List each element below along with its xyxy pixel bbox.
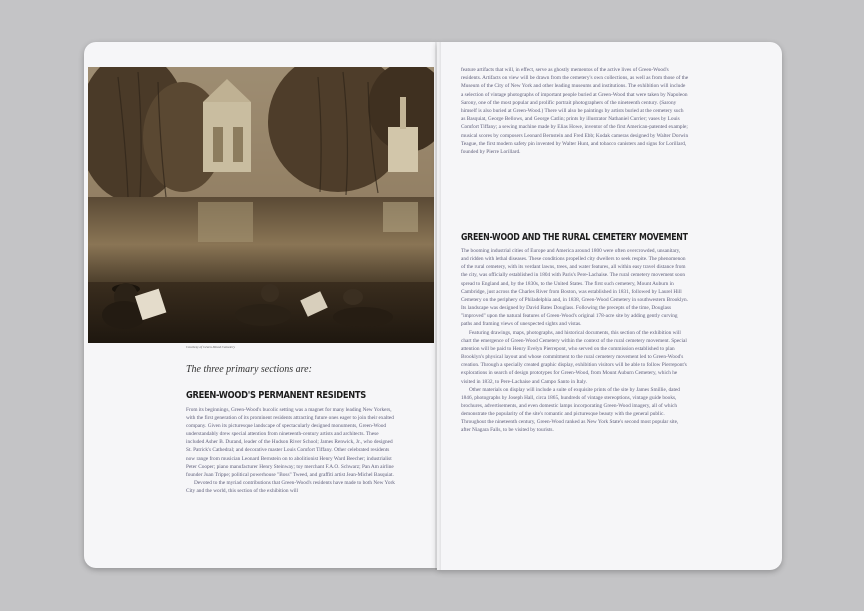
paragraph: Featuring drawings, maps, photographs, and historical documents, this section of the exhibition will chart the emergence of Green-Wood Cemetery within the context of the rural cemetery movement. Special attention will be paid to Henry Evelyn Pierrepont, who served on the commission established to plan Brooklyn's physical layout and whose commitment to the rural cemetery movement led to Green-Wood's creation. Through a specially created graphic display, exhibition visitors will be able to follow Pierrepont's explorations in search of design prototypes for Green-Wood, from Mount Auburn Cemetery, which he visited in 1832, to Pere-Lachaise and Campo Santo in Italy. [461, 329, 687, 385]
section-heading-permanent-residents: GREEN-WOOD'S PERMANENT RESIDENTS [186, 390, 366, 401]
book-gutter [435, 42, 441, 570]
body-text [186, 406, 398, 495]
paragraph: From its beginnings, Green-Wood's bucolic setting was a magnet for many leading New Yorkers, with the first generation of its prominent residents attracting future ones eager to join their exalted company. Given its picturesque landscape of spectacularly designed monuments, Green-Wood understandably drew special attention from nineteenth-century artists and architects. These included Asher B. Durand, leader of the Hudson River School; James Renwick, Jr., who designed St. Patrick's Cathedral; and decorative master Louis Comfort Tiffany. Other celebrated residents now range from musician Leonard Bernstein on to abolitionist Henry Ward Beecher; industrialist Peter Cooper; piano manufacturer Henry Steinway; toy merchant F.A.O. Schwarz; Pan Am airline founder Juan Trippe; political powerhouse "Boss" Tweed, and graffiti artist Jean-Michel Basquiat. [186, 407, 394, 478]
section-heading-rural-cemetery-movement: GREEN-WOOD AND THE RURAL CEMETERY MOVEMENT [461, 232, 688, 243]
historic-photograph [88, 67, 434, 343]
left-page [84, 42, 437, 568]
photo-credit: Courtesy of Green-Wood Cemetery [186, 345, 236, 349]
open-brochure [84, 42, 782, 570]
intro-line: The three primary sections are: [186, 364, 312, 375]
paragraph: The booming industrial cities of Europe and America around 1800 were often overcrowded, unsanitary, and ridden with lethal diseases. These conditions propelled city dwellers to seek respite. The phenomenon of the rural cemetery, with its verdant lawns, trees, and water features, all within easy travel distance from the city, was officially established in 1804 with Paris's Pere-Lachaise. The rural cemetery movement soon spread to England and, by the 1830s, to the United States. The first such cemetery, Mount Auburn in Cambridge, just across the Charles River from Boston, was established in 1831, followed by Laurel Hill Cemetery on the periphery of Philadelphia and, in 1838, Green-Wood Cemetery in southwestern Brooklyn. Its landscape was designed by David Bates Douglass. Following the precepts of the time, Douglass "improved" upon the natural features of Green-Wood's original 178-acre site by adding gently curving paths and framing views of unexpected sights and vistas. [461, 248, 688, 328]
paragraph: Other materials on display will include a suite of exquisite prints of the site by James Smillie, dated 1846, photographs by Joseph Hall, circa 1865, hundreds of vintage stereoptions, vintage guide books, brochures, advertisements, and even domestic lamps incorporating Green-Wood imagery, all of which demonstrate the popularity of the site's romantic and picturesque beauty with the general public. Throughout the nineteenth century, Green-Wood ranked as New York State's second most popular site, after Niagara Falls, to be visited by tourists. [461, 386, 680, 434]
right-page [437, 42, 782, 570]
paragraph: feature artifacts that will, in effect, serve as ghostly mementos of the active lives of Green-Wood's residents. Artifacts on view will be drawn from the cemetery's own collections, as well as from those of the Museum of the City of New York and other leading museums and institutions. The exhibition will include a selection of vintage photographs of important people buried at Green-Wood that were taken by Napoleon Sarony, one of the most popular and prolific portrait photographers of the nineteenth century. (Sarony himself is also buried at Green-Wood.) There will also be paintings by artists buried at the cemetery such as Basquiat, George Bellows, and George Catlin; prints by illustrator Nathaniel Currier; vases by Louis Comfort Tiffany; a sewing machine made by Elias Howe, inventor of the first American-patented example; musical scores by composers Leonard Bernstein and Fred Ebb; Kodak cameras designed by Walter Dorwin Teague, the first modern safety pin invented by Walter Hunt, and tobacco canisters and signs for Lorillard, founded by Pierre Lorillard. [461, 67, 689, 156]
paragraph: Devoted to the myriad contributions that Green-Wood's residents have made to both New York City and the world, this section of the exhibition will [186, 479, 395, 494]
body-text-continued [461, 66, 689, 156]
body-text [461, 247, 689, 435]
